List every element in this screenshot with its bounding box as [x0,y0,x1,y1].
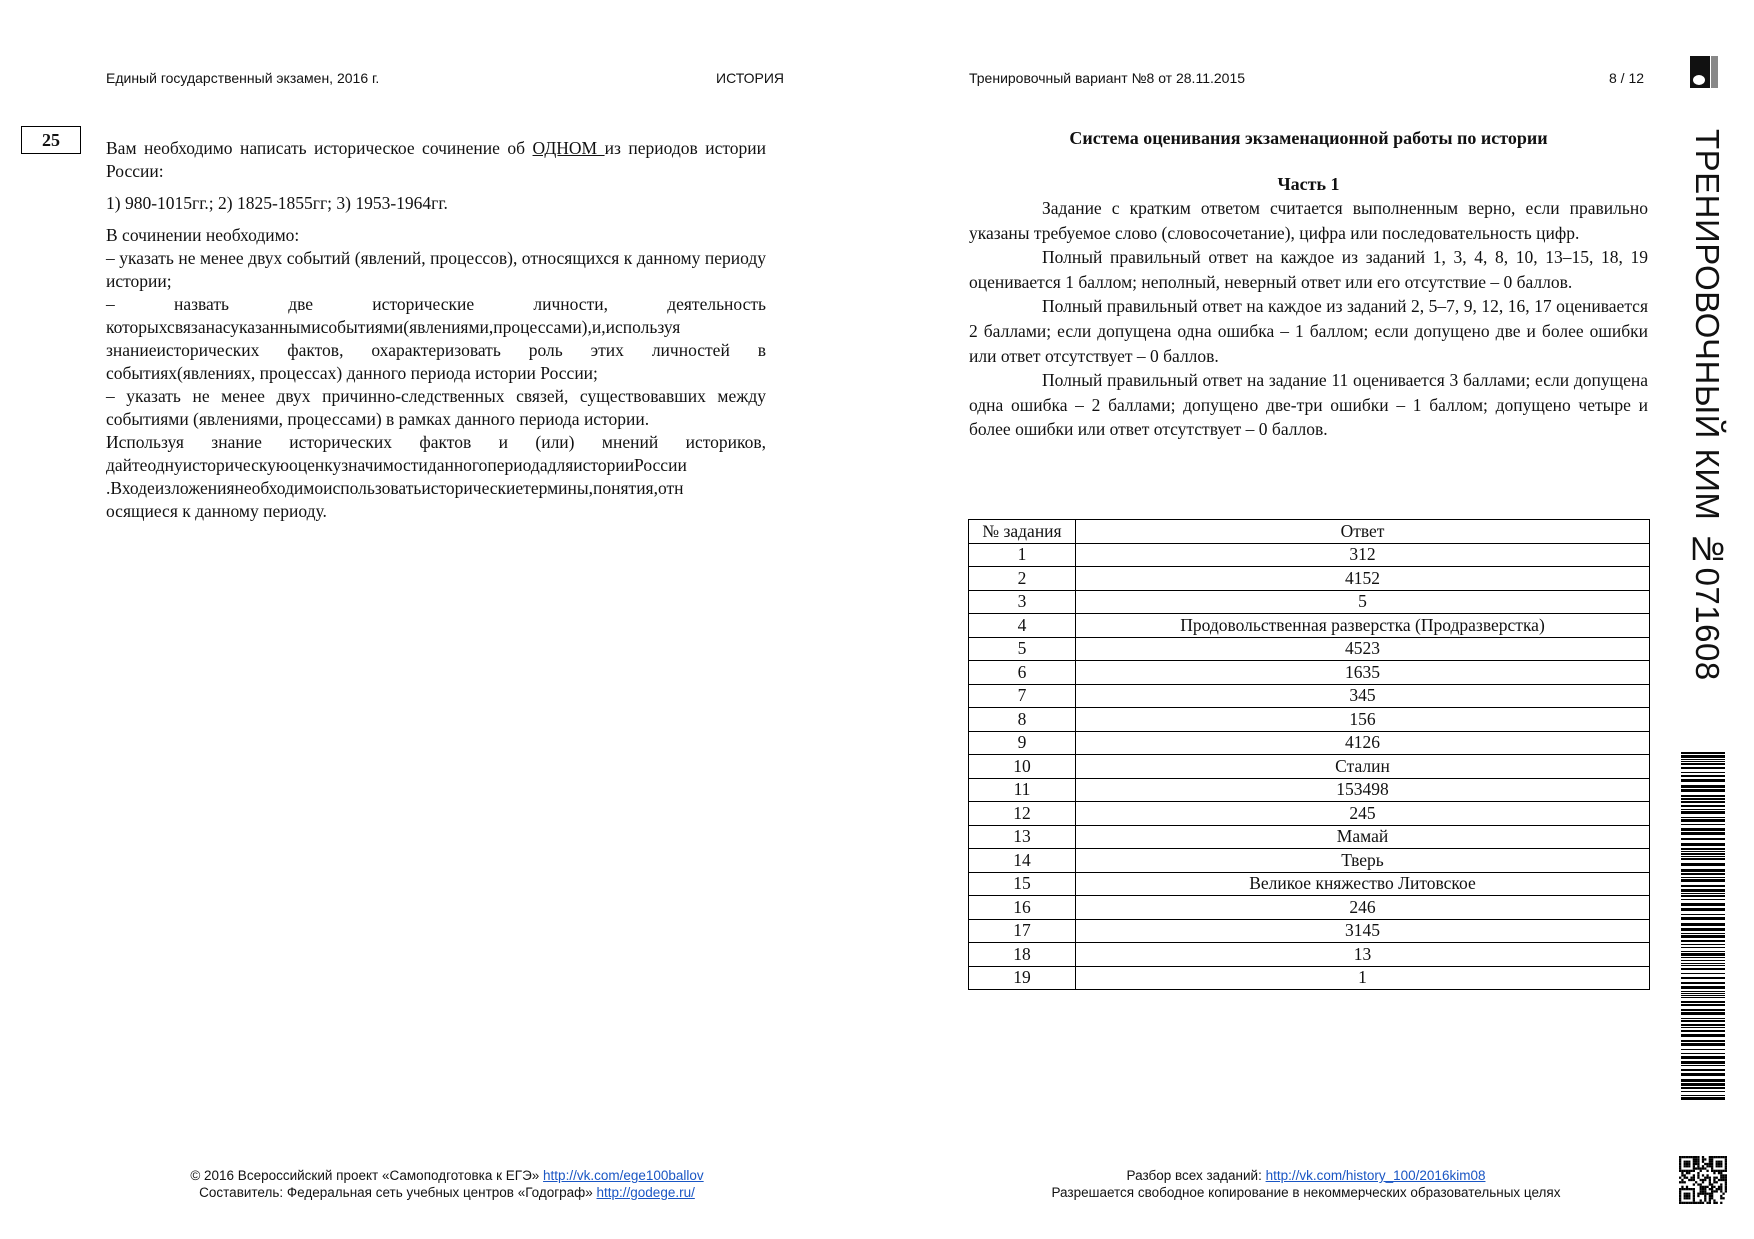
barcode-bar [1681,953,1725,956]
barcode-bar [1681,951,1725,952]
task-number-cell: 7 [969,684,1076,708]
task-number-cell: 14 [969,849,1076,873]
answer-cell: 312 [1076,543,1650,567]
barcode-bar [1681,843,1725,846]
barcode-bar [1681,873,1725,875]
task-number-cell: 9 [969,731,1076,755]
barcode-bar [1681,761,1725,762]
answer-cell: Тверь [1076,849,1650,873]
footer-project-text: © 2016 Всероссийский проект «Самоподготовка к ЕГЭ» [190,1168,544,1183]
footer-author-text: Составитель: Федеральная сеть учебных центров «Годограф» [199,1185,597,1200]
barcode-bar [1681,775,1725,777]
qr-code-icon [1679,1156,1727,1204]
task-number-cell: 5 [969,637,1076,661]
barcode-bar [1681,1069,1725,1071]
table-row [969,849,1650,873]
barcode-bar [1681,963,1725,964]
task-25-text [106,137,766,523]
barcode-bar [1681,1079,1725,1082]
answer-cell: 4126 [1076,731,1650,755]
barcode-bar [1681,853,1725,855]
final-3: .Входеизложениянеобходимоиспользоватьисторическиетермины,понятия,отн [106,478,684,498]
table-row [969,755,1650,779]
page-number: 8 / 12 [1609,70,1645,86]
barcode-bar [1681,805,1725,807]
header-task-number: № задания [969,520,1076,544]
barcode-bar [1681,838,1725,840]
barcode-bar [1681,1083,1725,1086]
scoring-paragraph-3: Полный правильный ответ на каждое из заданий 2, 5–7, 9, 12, 16, 17 оценивается 2 баллами; если допущена одна ошибка – 1 баллом; если допущено две и более ошибки или ответ отсутствует – 0 баллов. [969,296,1648,366]
barcode-bar [1681,879,1725,882]
intro-underlined: ОДНОМ [532,138,605,158]
requirements-title: В сочинении необходимо: [106,225,300,245]
intro-text-end: из периодов истории России: [106,138,767,181]
barcode-bar [1681,856,1725,857]
barcode-bar [1681,863,1725,866]
barcode-bar [1681,1061,1725,1064]
task-number-cell: 8 [969,708,1076,732]
barcode-bar [1681,1012,1725,1015]
barcode-bar [1681,1034,1725,1037]
task-number-cell: 12 [969,802,1076,826]
barcode-bar [1681,801,1725,803]
footer-analysis-text: Разбор всех заданий: [1126,1168,1266,1183]
answer-cell: 245 [1076,802,1650,826]
barcode-bar [1681,1095,1725,1096]
task-number-cell: 10 [969,755,1076,779]
barcode-bar [1681,947,1725,948]
table-row [969,590,1650,614]
final-2: дайтеоднуисторическуюоценкузначимостиданногопериодадляисторииРоссии [106,455,687,475]
final-4: осящиеся к данному периоду. [106,501,327,521]
task-number-box: 25 [21,126,81,154]
barcode-bar [1681,811,1725,814]
requirement-2c: знаниеисторических фактов, охарактеризовать роль этих личностей в событиях(явлениях, процессах) данного периода истории России; [106,340,766,383]
final-1: Используя знание исторических фактов и (или) мнений историков, [106,432,766,452]
header-subject: ИСТОРИЯ [716,70,785,86]
barcode-bar [1681,1001,1725,1003]
barcode-bar [1681,893,1725,894]
barcode-bar [1681,763,1725,765]
barcode-bar [1681,752,1725,754]
footer-copyright-note: Разрешается свободное копирование в некоммерческих образовательных целях [1051,1185,1561,1200]
footer-right [956,1167,1656,1201]
barcode-bar [1681,809,1725,810]
table-row [969,825,1650,849]
barcode-bar [1681,1020,1725,1022]
task-number-cell: 3 [969,590,1076,614]
requirement-2b: которыхсвязанасуказаннымисобытиями(явлениями,процессами),и,используя [106,317,681,337]
table-row [969,802,1650,826]
barcode-bar [1681,914,1725,915]
barcode-bar [1681,995,1725,996]
barcode-bar [1681,869,1725,872]
barcode-bar [1681,997,1725,998]
barcode-bar [1681,917,1725,920]
task-periods: 1) 980-1015гг.; 2) 1825-1855гг; 3) 1953-1964гг. [106,193,448,213]
barcode-bar [1681,817,1725,818]
table-row [969,919,1650,943]
table-row [969,614,1650,638]
task-number-cell: 15 [969,872,1076,896]
barcode-bar [1681,1024,1725,1026]
barcode-bar [1681,819,1725,822]
task-number-cell: 19 [969,966,1076,990]
logo-icon [1690,56,1718,88]
barcode-bar [1681,940,1725,942]
answer-cell: Продовольственная разверстка (Продразверстка) [1076,614,1650,638]
barcode-bar [1681,779,1725,782]
footer-vk-link[interactable]: http://vk.com/ege100ballov [543,1168,704,1183]
barcode-icon [1681,752,1725,1102]
table-row [969,661,1650,685]
task-number-cell: 2 [969,567,1076,591]
barcode-bar [1681,1009,1725,1011]
barcode-bar [1681,991,1725,992]
barcode-bar [1681,968,1725,970]
barcode-bar [1681,877,1725,878]
task-number-cell: 11 [969,778,1076,802]
barcode-bar [1681,759,1725,760]
barcode-bar [1681,1004,1725,1006]
task-number-cell: 6 [969,661,1076,685]
barcode-bar [1681,824,1725,825]
barcode-bar [1681,923,1725,926]
barcode-bar [1681,935,1725,938]
barcode-bar [1681,1040,1725,1042]
answers-table [968,519,1650,990]
table-row [969,708,1650,732]
task-number-cell: 16 [969,896,1076,920]
table-row [969,778,1650,802]
answer-cell: 4523 [1076,637,1650,661]
barcode-bar [1681,986,1725,989]
scoring-paragraph-4: Полный правильный ответ на задание 11 оценивается 3 баллами; если допущена одна ошибка – 2 баллами; допущено две-три ошибки – 1 баллом; допущено четыре и более ошибки или ответ отсутствует – 0 баллов. [969,370,1648,440]
table-row [969,872,1650,896]
intro-text: Вам необходимо написать историческое сочинение об [106,138,533,158]
barcode-bar [1681,1018,1725,1019]
answer-cell: 1 [1076,966,1650,990]
answer-cell: 4152 [1076,567,1650,591]
vertical-kim-title: ТРЕНИРОВОЧНЫЙ КИМ №071608 [1689,129,1726,681]
part-heading: Часть 1 [1277,174,1340,194]
answer-cell: 1635 [1076,661,1650,685]
task-number-cell: 17 [969,919,1076,943]
barcode-bar [1681,1049,1725,1050]
barcode-bar [1681,1043,1725,1046]
header-variant: Тренировочный вариант №8 от 28.11.2015 [969,70,1246,86]
barcode-bar [1681,960,1725,961]
barcode-bar [1681,767,1725,769]
answer-cell: Великое княжество Литовское [1076,872,1650,896]
barcode-bar [1681,982,1725,984]
answer-cell: Сталин [1076,755,1650,779]
barcode-bar [1681,957,1725,958]
barcode-bar [1681,832,1725,835]
footer-analysis-link[interactable]: http://vk.com/history_100/2016kim08 [1265,1168,1486,1183]
barcode-bar [1681,903,1725,906]
barcode-bar [1681,1030,1725,1032]
barcode-bar [1681,1027,1725,1028]
answer-cell: 246 [1076,896,1650,920]
table-row [969,896,1650,920]
table-row [969,567,1650,591]
barcode-bar [1681,1087,1725,1089]
table-row [969,543,1650,567]
table-header-row [969,520,1650,544]
barcode-bar [1681,1073,1725,1076]
task-number-cell: 18 [969,943,1076,967]
barcode-bar [1681,993,1725,994]
barcode-bar [1681,772,1725,773]
barcode-bar [1681,965,1725,966]
requirement-3: – указать не менее двух причинно-следственных связей, существовавших между событиями (явлениями, процессами) в рамках данного периода истории. [106,386,766,429]
barcode-bar [1681,828,1725,831]
answer-cell: Мамай [1076,825,1650,849]
barcode-bar [1681,795,1725,797]
task-number-cell: 13 [969,825,1076,849]
answer-cell: 5 [1076,590,1650,614]
barcode-bar [1681,755,1725,758]
barcode-bar [1681,789,1725,792]
answer-cell: 153498 [1076,778,1650,802]
scoring-paragraph-2: Полный правильный ответ на каждое из заданий 1, 3, 4, 8, 10, 13–15, 18, 19 оценивается 1 баллом; неполный, неверный ответ или его отсутствие – 0 баллов. [969,247,1648,292]
task-intro [106,137,766,183]
barcode-bar [1681,858,1725,860]
footer-left [97,1167,797,1201]
answer-cell: 3145 [1076,919,1650,943]
task-number-cell: 1 [969,543,1076,567]
table-row [969,684,1650,708]
barcode-bar [1681,895,1725,897]
footer-godege-link[interactable]: http://godege.ru/ [596,1185,695,1200]
barcode-bar [1681,933,1725,934]
barcode-bar [1681,977,1725,979]
barcode-bar [1681,944,1725,945]
scoring-section [969,126,1648,442]
table-row [969,637,1650,661]
header-answer: Ответ [1076,520,1650,544]
scoring-paragraph-1: Задание с кратким ответом считается выполненным верно, если правильно указаны требуемое слово (словосочетание), цифра или последовательность цифр. [969,198,1648,243]
barcode-bar [1681,851,1725,852]
barcode-bar [1681,1056,1725,1059]
barcode-bar [1681,908,1725,911]
barcode-bar [1681,973,1725,974]
barcode-bar [1681,798,1725,800]
requirement-1: – указать не менее двух событий (явлений, процессов), относящихся к данному периоду истории; [106,248,766,291]
barcode-bar [1681,885,1725,887]
table-row [969,966,1650,990]
answer-cell: 13 [1076,943,1650,967]
answer-cell: 156 [1076,708,1650,732]
table-row [969,731,1650,755]
answer-cell: 345 [1076,684,1650,708]
barcode-bar [1681,1065,1725,1066]
requirement-2a: – назвать две исторические личности, деятельность [106,294,766,314]
barcode-bar [1681,1097,1725,1100]
task-number-cell: 4 [969,614,1076,638]
table-row [969,943,1650,967]
barcode-bar [1681,1091,1725,1092]
barcode-bar [1681,889,1725,892]
barcode-bar [1681,899,1725,900]
scoring-title: Система оценивания экзаменационной работы по истории [1069,128,1548,148]
header-exam-title: Единый государственный экзамен, 2016 г. [106,70,380,86]
barcode-bar [1681,1053,1725,1054]
barcode-bar [1681,785,1725,788]
barcode-bar [1681,848,1725,850]
barcode-bar [1681,928,1725,931]
